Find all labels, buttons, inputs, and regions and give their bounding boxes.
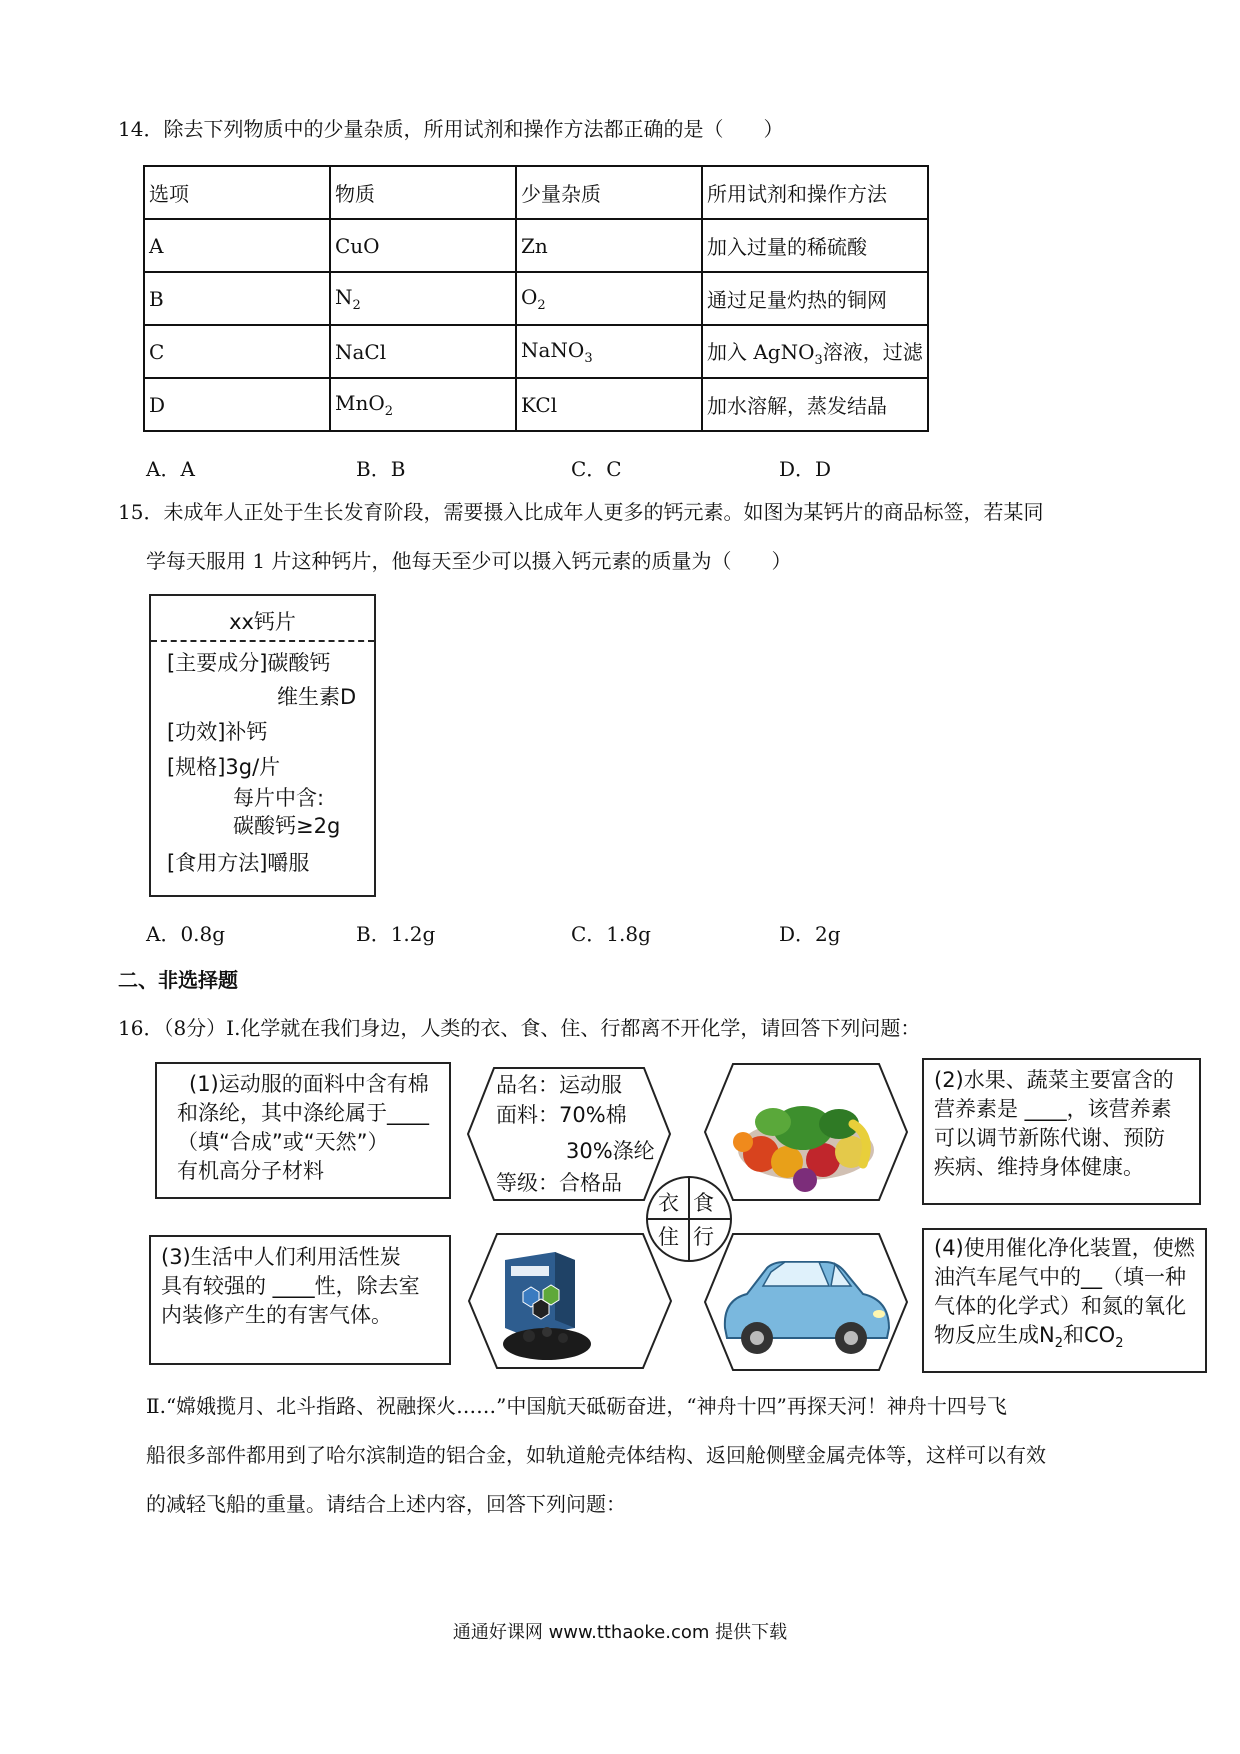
formula-subscript: 2 [384,403,394,419]
formula-subscript: 2 [1115,1336,1124,1352]
table-cell: 加入过量的稀硫酸 [702,219,928,272]
box-line: (1)运动服的面料中含有棉 [189,1072,429,1096]
box-line: 气体的化学式）和氮的氧化 [934,1294,1186,1318]
box-line: 疾病、维持身体健康。 [934,1155,1144,1179]
box-line: 营养素是 ____，该营养素 [934,1097,1172,1121]
box-line: (2)水果、蔬菜主要富含的 [934,1068,1174,1092]
q14-choice-c: C．C [571,457,622,481]
box-line: 具有较强的 ____性，除去室 [161,1274,420,1298]
table-cell: KCl [516,378,702,431]
part2-line: Ⅱ.“嫦娥揽月、北斗指路、祝融探火……”中国航天砥砺奋进，“神舟十四”再探天河！神舟十四号飞 [146,1394,1007,1418]
q16-stem: 16．（8分）Ⅰ.化学就在我们身边，人类的衣、食、住、行都离不开化学，请回答下列问题： [118,1016,921,1040]
q14-choice-d: D．D [779,457,832,481]
formula-base: O [521,284,538,309]
table-cell: NaCl [330,325,516,378]
table-cell: A [144,219,330,272]
table-header: 选项 [144,166,330,219]
clothing-label-line: 品名：运动服 [496,1073,622,1097]
table-cell: D [144,378,330,431]
clothing-label-line: 等级：合格品 [496,1171,622,1195]
label-line: 每片中含: [233,786,325,810]
table-header: 所用试剂和操作方法 [702,166,928,219]
part2-line: 船很多部件都用到了哈尔滨制造的铝合金，如轨道舱壳体结构、返回舱侧壁金属壳体等，这样可以有效 [146,1443,1046,1467]
table-header: 少量杂质 [516,166,702,219]
box-line: 和涤纶，其中涤纶属于____ [177,1101,429,1125]
text: 和CO [1063,1323,1116,1347]
q15-choice-a: A．0.8g [146,922,226,946]
housing-question-box [149,1235,451,1365]
q15-stem-line1: 15．未成年人正处于生长发育阶段，需要摄入比成年人更多的钙元素。如图为某钙片的商品标签，若某同 [118,500,1044,524]
table-cell: B [144,272,330,325]
charcoal-hexagon [467,1232,673,1370]
clothing-label-line: 面料：70%棉 [496,1103,627,1127]
label-line: 碳酸钙≥2g [233,814,341,838]
box-line: (3)生活中人们利用活性炭 [161,1245,401,1269]
box-line: （填“合成”或“天然”） [177,1130,389,1154]
label-line: [功效]补钙 [167,720,268,744]
method-text: 加入 AgNO [707,339,815,364]
q15-stem-line2: 学每天服用 1 片这种钙片，他每天至少可以摄入钙元素的质量为（ ） [146,549,792,573]
formula-base: NaNO [521,337,585,362]
clothing-label-line: 30%涤纶 [566,1139,655,1163]
center-label-food: 食 [693,1191,714,1215]
label-line: [食用方法]嚼服 [167,851,310,875]
box-line [934,1321,1195,1358]
food-question-box [922,1058,1201,1205]
formula-subscript: 2 [352,297,361,313]
label-line: [规格]3g/片 [167,755,281,779]
q15-choice-d: D．2g [779,922,841,946]
box-line: 可以调节新陈代谢、预防 [934,1126,1165,1150]
table-cell: Zn [516,219,702,272]
q14-choice-b: B．B [356,457,406,481]
center-label-clothing: 衣 [658,1191,679,1215]
formula-subscript: 2 [1054,1336,1063,1352]
q15-choice-b: B．1.2g [356,922,436,946]
q15-choice-c: C．1.8g [571,922,651,946]
center-label-travel: 行 [693,1225,714,1249]
clothing-question-box [155,1062,451,1199]
table-cell: C [144,325,330,378]
center-label-housing: 住 [658,1225,679,1249]
label-title: xx钙片 [229,610,296,634]
formula-subscript: 3 [584,350,593,366]
travel-question-box [922,1228,1207,1373]
part2-line: 的减轻飞船的重量。请结合上述内容，回答下列问题： [146,1492,626,1516]
footer-text: 通通好课网 www.tthaoke.com 提供下载 [452,1622,788,1643]
box-line: 内装修产生的有害气体。 [161,1303,392,1327]
formula-base: N [335,284,353,309]
box-line: (4)使用催化净化装置，使燃 [934,1236,1195,1260]
formula-subscript: 2 [537,297,546,313]
table-header: 物质 [330,166,516,219]
label-line: [主要成分]碳酸钙 [167,651,331,675]
label-line: 维生素D [277,685,357,709]
text: 物反应生成N [934,1323,1055,1347]
method-text: 溶液，过滤 [822,339,923,364]
formula-subscript: 3 [814,352,823,368]
box-line: 有机高分子材料 [177,1159,324,1183]
q14-choice-a: A．A [146,457,195,481]
section-heading: 二、非选择题 [118,968,238,992]
table-cell: 通过足量灼热的铜网 [702,272,928,325]
formula-base: MnO [335,390,385,415]
table-cell: 加水溶解，蒸发结晶 [702,378,928,431]
q14-stem: 14．除去下列物质中的少量杂质，所用试剂和操作方法都正确的是（ ） [118,117,784,141]
table-cell: CuO [330,219,516,272]
box-line: 油汽车尾气中的__（填一种 [934,1265,1186,1289]
travel-hexagon [703,1232,909,1372]
